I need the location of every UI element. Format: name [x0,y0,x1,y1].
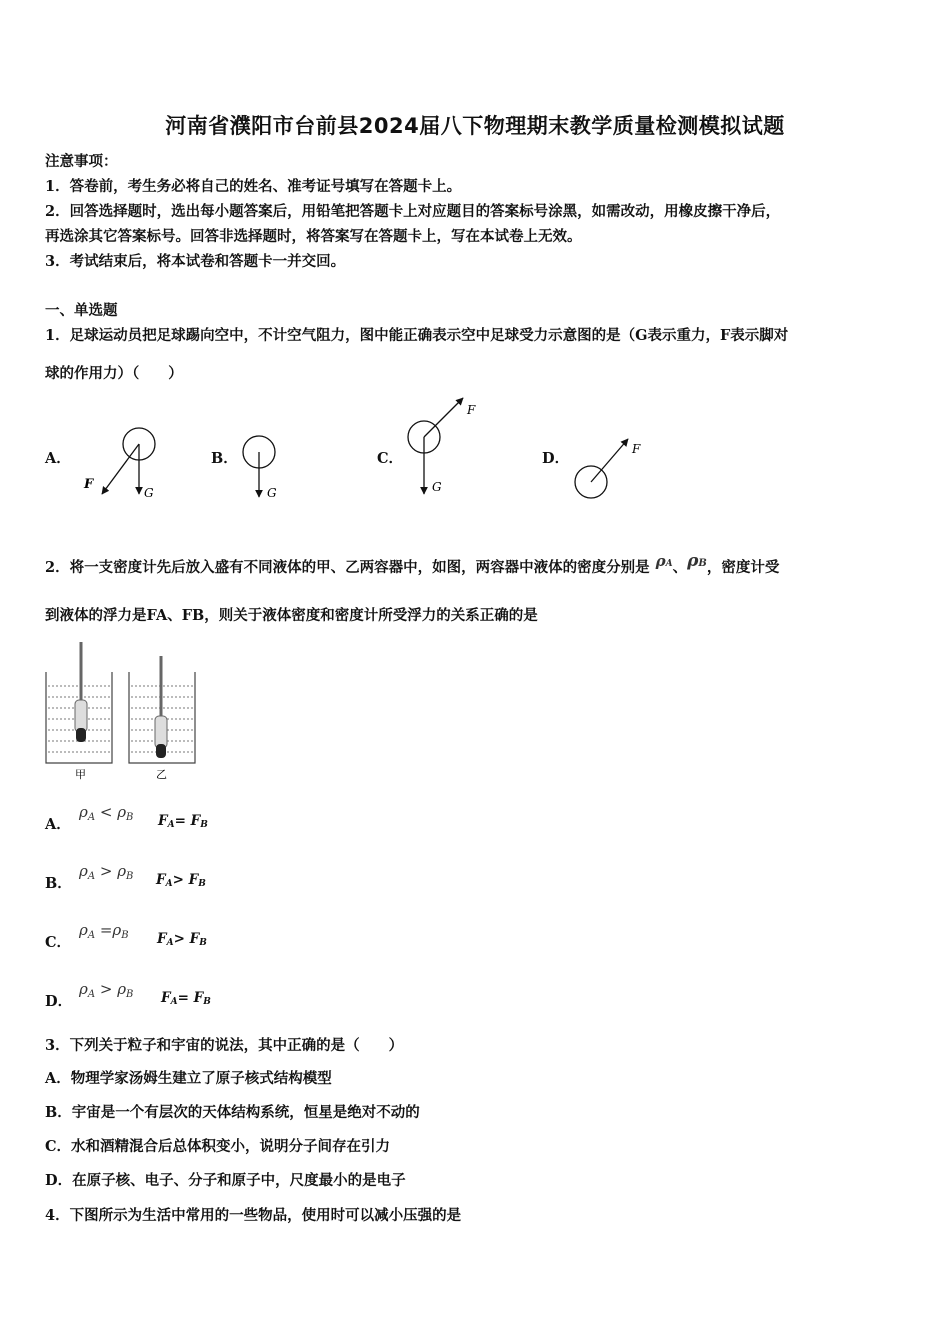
q1-option-d-label: D． [542,450,570,467]
q1-option-b-label: B． [211,450,238,467]
notice-item: 1．答卷前，考生务必将自己的姓名、准考证号填写在答题卡上。 [45,178,462,195]
q3-stem: 3．下列关于粒子和宇宙的说法，其中正确的是（ ） [45,1037,404,1054]
q1-option-a-label: A． [45,450,71,467]
page-title: 河南省濮阳市台前县2024届八下物理期末教学质量检测模拟试题 [165,114,785,138]
label-f: F [632,442,641,456]
label-g: G [144,486,154,500]
notice-heading: 注意事项： [45,153,118,170]
q2-stem-line1 [45,551,780,580]
q1-diagram-a [83,428,155,500]
q2-stem-text-end: ，密度计受 [706,559,780,576]
container-label-yi: 乙 [156,768,167,781]
density-relation: $\rho_A < \rho_B$ [79,803,134,823]
q3-option-d: D．在原子核、电子、分子和原子中，尺度最小的是电子 [45,1172,406,1189]
q2-stem-line2: 到液体的浮力是FA、FB，则关于液体密度和密度计所受浮力的关系正确的是 [45,607,538,624]
force-relation: $F_A> F_B$ [157,931,207,948]
q2-separator: 、 [672,559,688,576]
label-f: F [467,403,476,417]
q1-stem-line2: 球的作用力）（ ） [45,365,183,382]
force-relation: $F_A= F_B$ [158,813,208,830]
q2-stem-text: 2．将一支密度计先后放入盛有不同液体的甲、乙两容器中，如图，两容器中液体的密度分别是 [45,559,650,576]
q1-diagram-b [243,436,277,500]
density-relation: $\rho_A > \rho_B$ [79,980,134,1000]
notice-item: 3．考试结束后，将本试卷和答题卡一并交回。 [45,253,346,270]
section-heading: 一、单选题 [45,302,118,319]
density-relation: $\rho_A > \rho_B$ [79,862,134,882]
force-relation: $F_A> F_B$ [156,872,206,889]
label-g: G [267,486,277,500]
notice-item: 2．回答选择题时，选出每小题答案后，用铅笔把答题卡上对应题目的答案标号涂黑，如需改动，用橡皮擦干净后， [45,203,781,220]
force-relation: $F_A= F_B$ [161,990,211,1007]
label-g: G [432,480,442,494]
notice-item: 再选涂其它答案标号。回答非选择题时，将答案写在答题卡上，写在本试卷上无效。 [45,228,582,245]
q4-stem: 4．下图所示为生活中常用的一些物品，使用时可以减小压强的是 [45,1207,462,1224]
label-f: F [84,477,94,492]
q3-option-c: C．水和酒精混合后总体积变小，说明分子间存在引力 [45,1138,391,1155]
density-relation: $\rho_A =\rho_B$ [79,921,129,941]
q3-option-a: A．物理学家汤姆生建立了原子核式结构模型 [45,1070,332,1087]
q1-diagram-d [575,439,641,498]
q2-figure [46,642,195,781]
q1-diagram-c [408,398,476,494]
q3-option-b: B．宇宙是一个有层次的天体结构系统，恒星是绝对不动的 [45,1104,420,1121]
rho-a: ρA [655,552,673,570]
rho-b: ρB [687,551,707,571]
container-label-jia: 甲 [75,768,86,781]
q1-stem-line1: 1．足球运动员把足球踢向空中，不计空气阻力，图中能正确表示空中足球受力示意图的是（G表示重力，F表示脚对 [45,327,789,344]
q1-option-c-label: C． [377,450,404,467]
